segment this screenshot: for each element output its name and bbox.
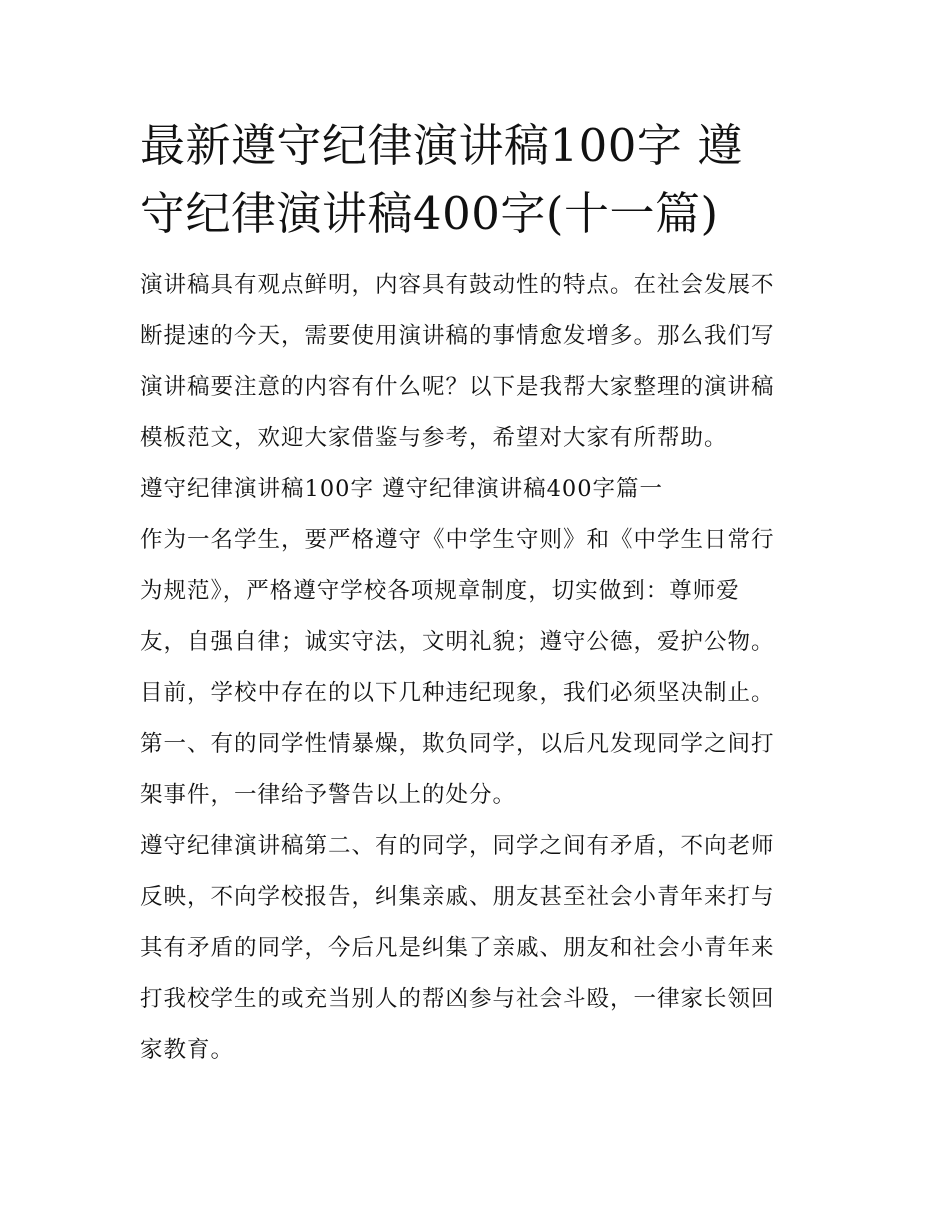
body-paragraph: 第一、有的同学性情暴燥，欺负同学，以后凡发现同学之间打 架事件，一律给予警告以上的处分。: [140, 731, 775, 808]
document-body: [140, 112, 820, 1076]
document-title: 最新遵守纪律演讲稿100字 遵 守纪律演讲稿400字(十一篇): [140, 119, 743, 240]
body-paragraph: 作为一名学生，要严格遵守《中学生守则》和《中学生日常行 为规范》，严格遵守学校各项规章制度，切实做到：尊师爱 友，自强自律；诚实守法，文明礼貌；遵守公德，爱护公物。: [140, 527, 775, 655]
intro-paragraph: 演讲稿具有观点鲜明，内容具有鼓动性的特点。在社会发展不 断提速的今天，需要使用演讲稿的事情愈发增多。那么我们写 演讲稿要注意的内容有什么呢？以下是我帮大家整理的演讲稿 模板范文，欢迎大家借鉴与参考，希望对大家有所帮助。: [140, 272, 775, 451]
body-paragraph: 遵守纪律演讲稿第二、有的同学，同学之间有矛盾，不向老师 反映，不向学校报告，纠集亲戚、朋友甚至社会小青年来打与 其有矛盾的同学，今后凡是纠集了亲戚、朋友和社会小青年来 打我校学生的或充当别人的帮凶参与社会斗殴，一律家长领回 家教育。: [140, 833, 775, 1063]
body-paragraph: 目前，学校中存在的以下几种违纪现象，我们必须坚决制止。: [140, 680, 775, 706]
section-heading: 遵守纪律演讲稿100字 遵守纪律演讲稿400字篇一: [140, 476, 664, 502]
